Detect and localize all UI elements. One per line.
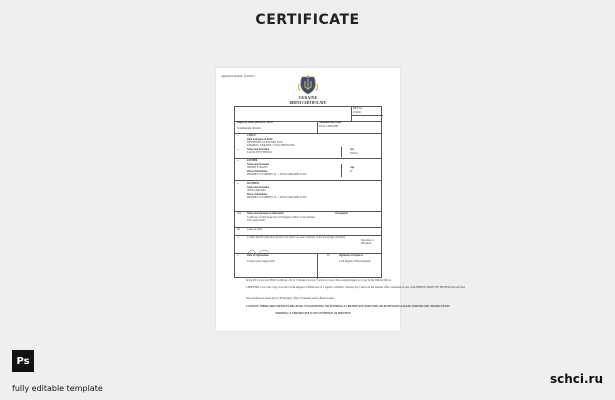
row-number-2: 2. xyxy=(237,149,239,151)
page-title: CERTIFICATE xyxy=(255,12,360,28)
document-title: BIRTH CERTIFICATE xyxy=(289,101,327,105)
registrar-label: Registrar office (district) / Town xyxy=(237,121,273,124)
birth-certificate-document xyxy=(216,68,465,331)
registrar-signature-label: Signature of registrar xyxy=(339,254,363,257)
father-age-value: 41 xyxy=(350,170,353,173)
cause-of-delay-label: Cause of delay xyxy=(247,228,263,231)
application-number: Application Number: 1425564-1 xyxy=(221,75,256,78)
signature-caption: I certify that the particulars given by me above are true to the best of my knowledge and belief xyxy=(247,236,346,239)
footer-note-3: This certificate is issued free by the Registry office of Ukraine on the official request xyxy=(246,297,335,300)
informant-label: Name and surname of Informant xyxy=(247,212,284,215)
caution-text: CAUTION: THERE ARE OFFENCES RELATING TO FALSIFYING OR ALTERING A CERTIFICATE AND USING OR POSSESSING A FALSE CERTIFICATE. PROSECUTION xyxy=(246,305,450,308)
registrar-value: Solomianskyi, Kharkiv xyxy=(237,127,262,130)
mother-name-value: IRYNA HALIMA xyxy=(247,189,266,192)
admin-code-value: KYIV, UKRAINE xyxy=(319,125,339,128)
certificate-form-frame xyxy=(234,106,382,278)
photoshop-icon: Ps xyxy=(12,350,34,372)
father-residence-label: Place of Residence xyxy=(247,170,268,173)
informant-note: Certificate of birth issued by Civil Registry Office of the Ukraine xyxy=(247,216,315,219)
child-place-value: KHARKIV, UKRAINE • TWO THOUSAND xyxy=(247,144,295,147)
child-name-label: Name and Surname xyxy=(247,148,270,151)
father-section-label: FATHER xyxy=(247,159,258,162)
coat-of-arms-icon xyxy=(297,74,319,96)
row-number-7: 7(a) xyxy=(237,212,242,215)
sex-label: Sex xyxy=(350,148,354,151)
mother-section-label: MOTHER xyxy=(247,182,259,185)
child-dob-value: FIFTEENTH of JANUARY TWO xyxy=(247,141,283,144)
birth-no-label: Birth No xyxy=(353,107,363,110)
sex-value: Female xyxy=(350,152,358,155)
informant-signature xyxy=(247,242,273,250)
row-number-1: 1. xyxy=(237,135,239,137)
father-residence-value: PROSPECT SVOBODY 12 — KYIV, UKRAINE 03150 xyxy=(247,173,307,176)
birth-no-value: 431456 xyxy=(353,111,361,114)
row-number-11: 10 xyxy=(327,254,330,257)
registration-date-value: Twenty-seven August 2021 xyxy=(247,260,276,263)
child-dob-label: Date and place of birth xyxy=(247,138,273,141)
admin-code-label: Administrative code xyxy=(319,121,342,124)
footer-note-1: In the XX is your A.O. Birth Certificate - ID of 1 Ukraine, Section 1, article no true to have original signed as a copy by the Official Officer xyxy=(246,279,392,282)
father-age-label: Age xyxy=(350,166,355,169)
row-number-9: 8. xyxy=(237,237,239,239)
footer-note-2: CERTIFIED to be a true copy of an entry in the Register of Births now of a registry of District. Said Aut Ky, Cited in in the Ukraine office, translated. In one of the HEREIN, HAVE SET HIS HER hand and Seal xyxy=(246,286,465,289)
country-name: UKRAINE xyxy=(298,96,318,100)
template-note: fully editable template xyxy=(12,384,103,393)
mother-name-label: Name and Surname xyxy=(247,186,270,189)
mother-residence-label: Place of Residence xyxy=(247,193,268,196)
registrar-signature-value: Civil Registry Office Registrar xyxy=(339,260,372,263)
child-section-label: CHILD xyxy=(247,134,256,137)
child-name-value: LIAM LYTVYNENKO xyxy=(247,151,272,154)
signature-right-label: Signature of Informant xyxy=(361,239,374,245)
row-number-4: 4. xyxy=(237,160,239,162)
informant-date: 27th August 2021 xyxy=(247,219,266,222)
site-name: schci.ru xyxy=(549,372,603,386)
mother-residence-value: PROSPECT SVOBODY 12 — KYIV, UKRAINE 03150 xyxy=(247,196,307,199)
occupation-label: Occupation xyxy=(335,212,348,215)
row-number-6: 6. xyxy=(237,183,239,185)
father-name-value: SERHIY VOLKOV xyxy=(247,166,268,169)
row-number-8: (b) xyxy=(237,228,241,231)
father-name-label: Name and Surname xyxy=(247,163,270,166)
warning-text: WARNING: A CERTIFICATE IS NOT EVIDENCE OF IDENTITY xyxy=(275,312,351,315)
row-number-10: 9. xyxy=(237,255,239,257)
registration-date-label: Date of registration xyxy=(247,254,269,257)
